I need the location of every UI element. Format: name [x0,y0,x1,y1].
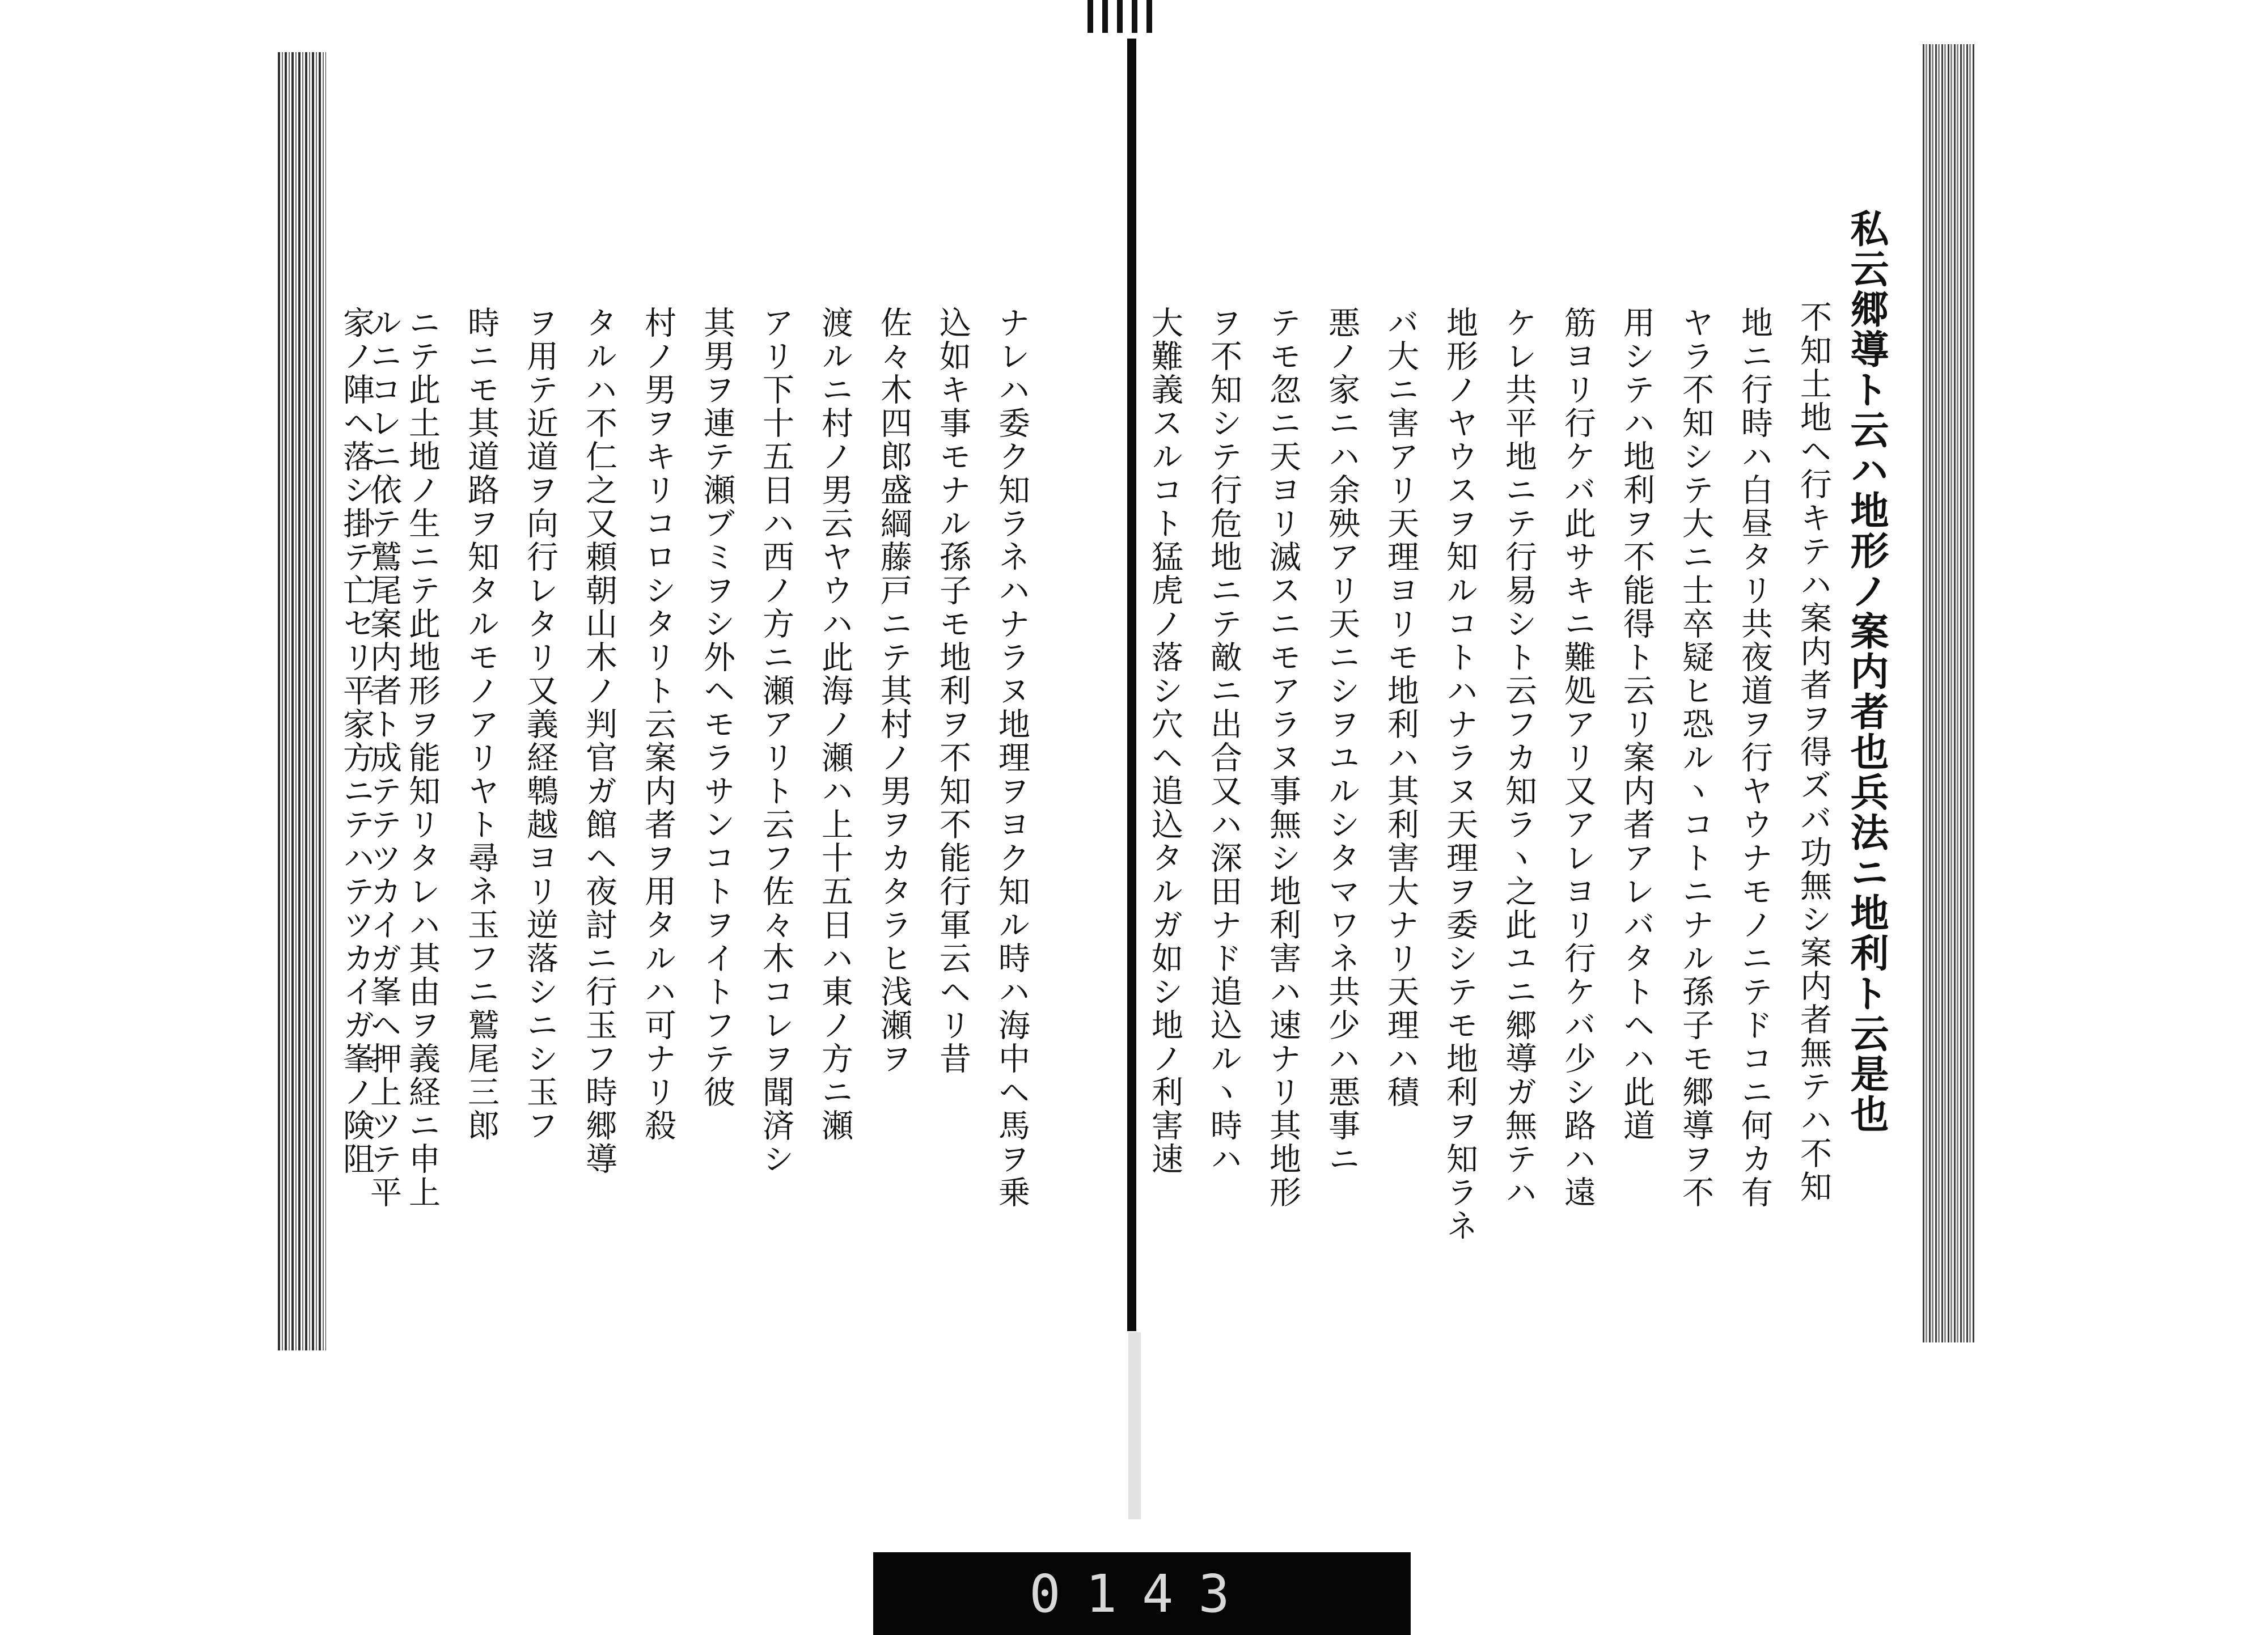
left-page-line: 渡ルニ村ノ男云ヤウハ此海ノ瀬ハ上十五日ハ東ノ方ニ瀬 [816,306,853,1142]
right-page-line: テモ忽ニ天ヨリ滅スニモアラヌ事無シ地利害ハ速ナリ其地形 [1264,306,1301,1209]
right-page-line: ヲ不知シテ行危地ニテ敵ニ出合又ハ深田ナド追込ルヽ時ハ [1205,306,1242,1176]
right-page-line: 地ニ行時ハ白昼タリ共夜道ヲ行ヤウナモノニテドコニ何カ有 [1736,306,1773,1209]
right-page-line: 不知土地ヘ行キテハ案内者ヲ得ズバ功無シ案内者無テハ不知 [1795,300,1832,1204]
right-page-line: 大難義スルコト猛虎ノ落シ穴ヘ追込タルガ如シ地ノ利害速 [1146,306,1183,1176]
frame-number: 0143 [1029,1563,1255,1624]
right-page-line: 筋ヨリ行ケバ此サキニ難処アリ又アレヨリ行ケバ少シ路ハ遠 [1559,306,1596,1209]
left-page-line: 佐々木四郎盛綱藤戸ニテ其村ノ男ヲカタラヒ浅瀬ヲ [875,306,912,1075]
left-page-line: ヲ用テ近道ヲ向行レタリ又義経鵯越ヨリ逆落シニシ玉フ [522,306,558,1142]
left-page-edge [278,52,326,1350]
spine-shadow [1128,1332,1141,1519]
left-page-line: 其男ヲ連テ瀬ブミヲシ外ヘモラサンコトヲイトフテ彼 [699,306,735,1109]
right-page-line: 用シテハ地利ヲ不能得ト云リ案内者アレバタトヘハ此道 [1618,306,1655,1142]
book-spine [1127,39,1136,1331]
left-page-line: ルニコレニ依テ鷲尾案内者ト成テテツカイガ峯ヘ押上ツテ平 [365,306,402,1209]
left-page-line: 村ノ男ヲキリコロシタリト云案内者ヲ用タルハ可ナリ殺 [640,306,676,1142]
binding-top-mark [1088,0,1161,33]
right-page-line: 悪ノ家ニハ余殃アリ天ニシヲユルシタマワネ共少ハ悪事ニ [1323,306,1360,1176]
right-page-line: 地形ノヤウスヲ知ルコトハナラヌ天理ヲ委シテモ地利ヲ知ラネ [1441,306,1478,1243]
left-page-line: ナレハ委ク知ラネハナラヌ地理ヲヨク知ル時ハ海中ヘ馬ヲ乗 [993,306,1030,1209]
right-page-edge [1921,44,1975,1342]
right-page-line: ヤラ不知シテ大ニ士卒疑ヒ恐ルヽコトニナル孫子モ郷導ヲ不 [1677,306,1714,1209]
left-page-line: アリ下十五日ハ西ノ方ニ瀬アリト云フ佐々木コレヲ聞済シ [758,306,794,1176]
right-page-line: ケレ共平地ニテ行易シト云フカ知ラヽ之此ユニ郷導ガ無テハ [1500,306,1537,1209]
microfilm-frame-label [873,1552,1411,1635]
right-page-heading: 私云郷導ト云ハ地形ノ案内者也兵法ニ地利ト云是也 [1844,209,1889,1134]
left-page-line: 家ノ陣ヘ落シ掛テ亡セリ平家方ニテハテツカイガ峯ノ険阻 [338,306,375,1176]
left-page-line: 時ニモ其道路ヲ知タルモノアリヤト尋ネ玉フニ鷲尾三郎 [463,306,500,1142]
left-page-line: タルハ不仁之又頼朝山木ノ判官ガ館ヘ夜討ニ行玉フ時郷導 [581,306,617,1176]
right-page-line: バ大ニ害アリ天理ヨリモ地利ハ其利害大ナリ天理ハ積 [1382,306,1419,1109]
left-page-line: ニテ此土地ノ生ニテ此地形ヲ能知リタレハ其由ヲ義経ニ申上 [404,306,441,1209]
left-page-line: 込如キ事モナル孫子モ地利ヲ不知不能行軍云ヘリ昔 [934,306,971,1075]
